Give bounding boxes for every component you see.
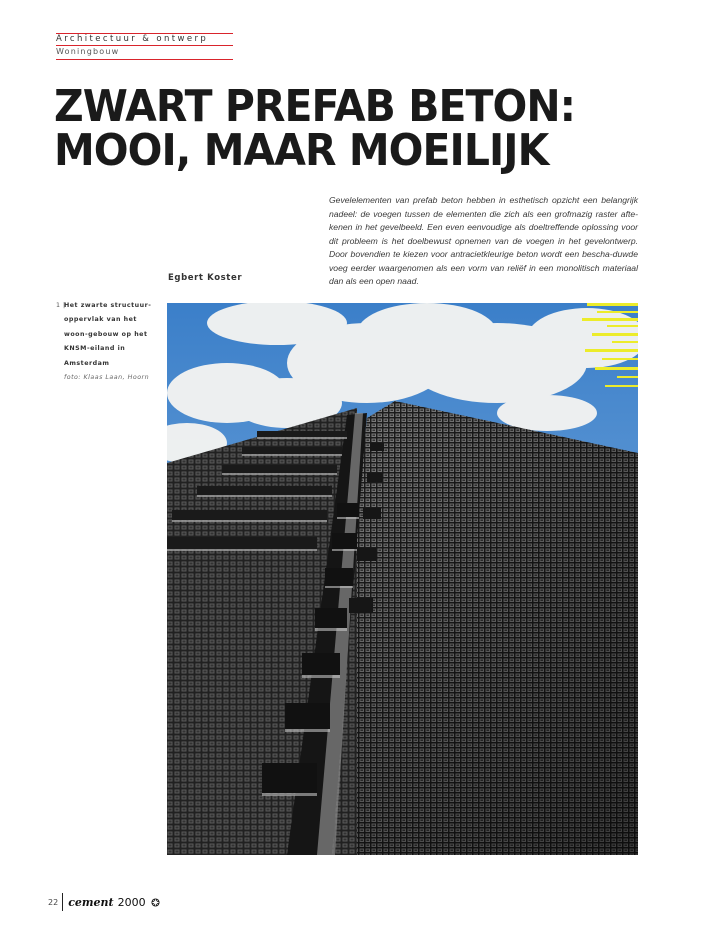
header-rule-middle xyxy=(56,45,233,46)
figure-number: 1 | xyxy=(56,302,66,309)
subsection-label: Woningbouw xyxy=(56,47,120,56)
figure-credit: foto: Klaas Laan, Hoorn xyxy=(64,374,150,382)
article-title-line-1: ZWART PREFAB BETON: xyxy=(54,81,576,132)
building-photo-image xyxy=(167,303,638,855)
section-label: Architectuur & ontwerp xyxy=(56,34,209,44)
header-rule-bottom xyxy=(56,59,233,60)
page-footer xyxy=(48,893,160,911)
article-title xyxy=(54,81,576,176)
footer-divider xyxy=(62,893,63,911)
building-photo xyxy=(167,303,638,855)
magazine-name: cement xyxy=(68,895,114,909)
figure-caption-text: Het zwarte structuur-oppervlak van het woon-gebouw op het KNSM-eiland in Amsterdam xyxy=(64,302,152,367)
page-number: 22 xyxy=(48,897,59,907)
article-intro: Gevelelementen van prefab beton hebben in esthetisch opzicht een belangrijk nadeel: de voegen tussen de elementen die zich als een grofmazig raster afte-kenen in het gevelbeeld. Een even eenvoudige als doeltreffende oplossing voor dit probleem is het doelbewust opnemen van de voegen in het gevelontwerp. Door bovendien te kiezen voor antracietkleurige beton wordt een bescha-duwde voeg eerder waargenomen als een vorm van reliëf in een monolitisch materiaal dan als een open naad. xyxy=(329,195,638,287)
article-title-line-2: MOOI, MAAR MOEILIJK xyxy=(54,125,549,176)
article-author: Egbert Koster xyxy=(168,273,243,283)
figure-caption xyxy=(56,299,156,385)
cement-logo-icon xyxy=(151,898,160,907)
magazine-year: 2000 xyxy=(117,895,146,909)
